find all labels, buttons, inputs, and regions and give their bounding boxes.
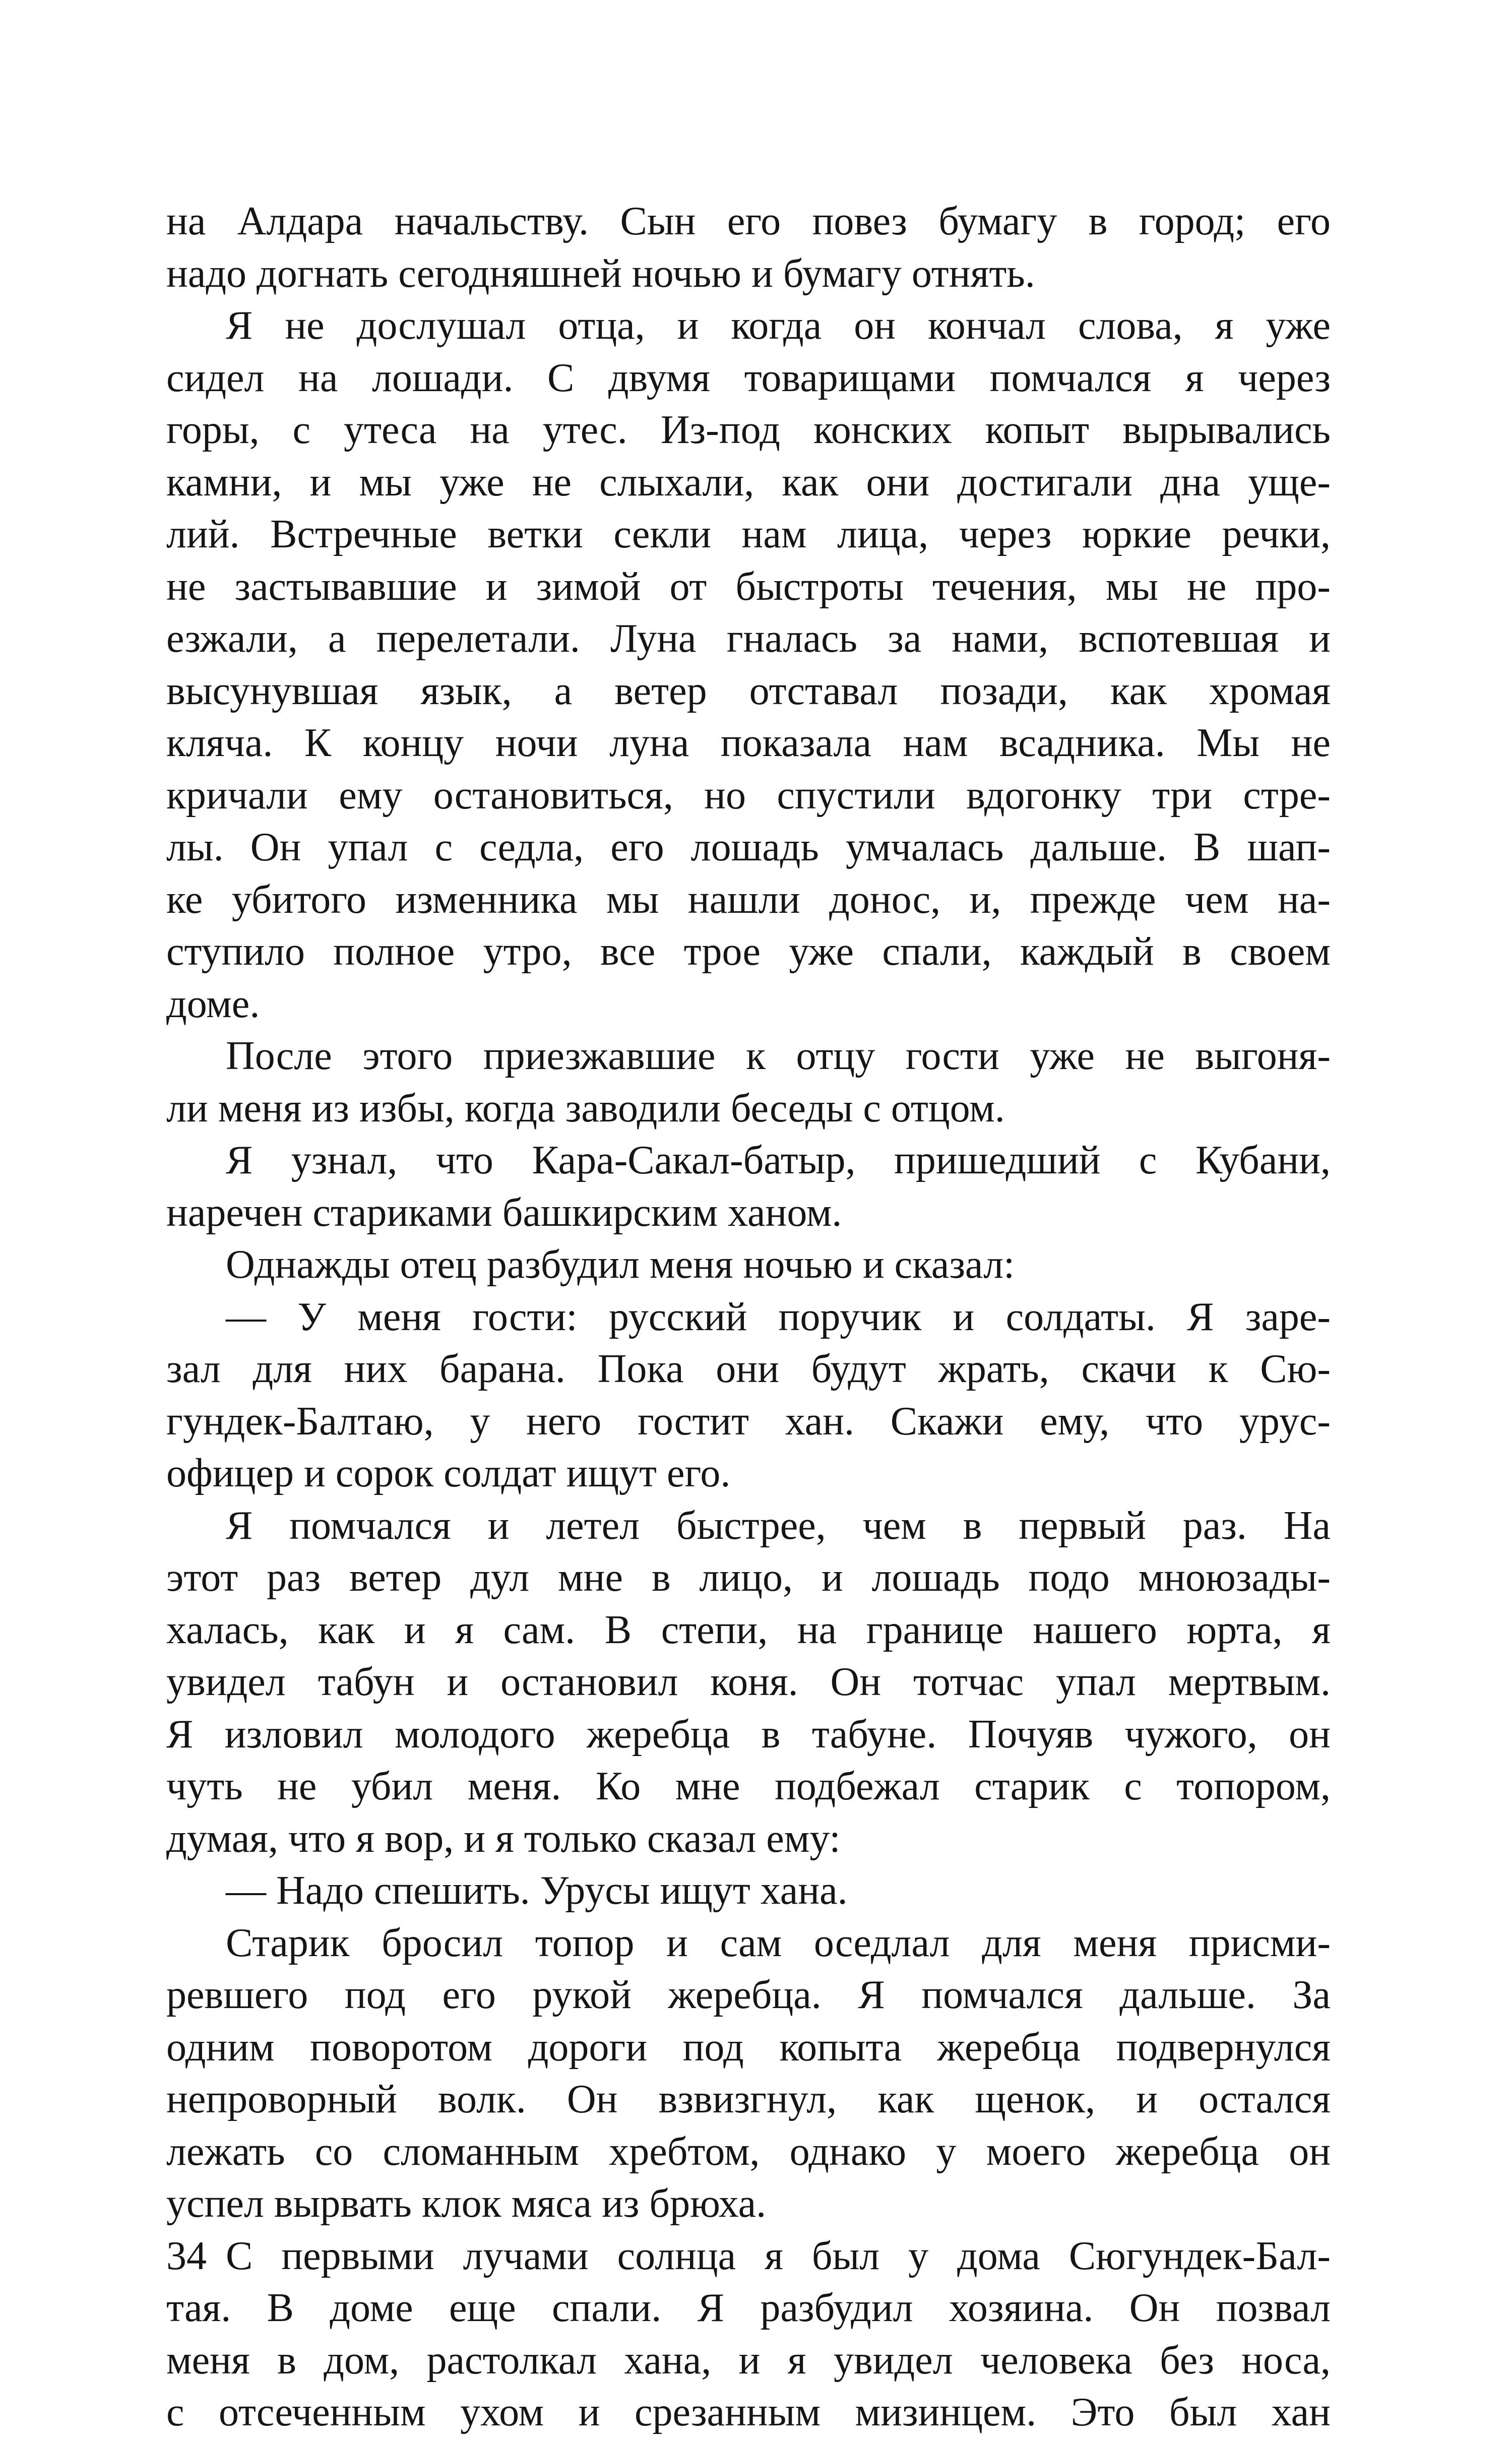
text-line: зал для них барана. Пока они будут жрать, скачи к Сю- <box>166 1347 1331 1391</box>
text-line: меня в дом, растолкал хана, и я увидел человека без носа, <box>166 2338 1331 2383</box>
text-line: увидел табун и остановил коня. Он тотчас упал мертвым. <box>166 1660 1331 1704</box>
text-line: не застывавшие и зимой от быстроты течения, мы не про- <box>166 564 1331 609</box>
text-line: После этого приезжавшие к отцу гости уже не выгоня- <box>226 1034 1331 1078</box>
text-line: офицер и сорок солдат ищут его. <box>166 1451 731 1495</box>
text-line: горы, с утеса на утес. Из-под конских копыт вырывались <box>166 408 1331 452</box>
text-line: чуть не убил меня. Ко мне подбежал старик с топором, <box>166 1764 1331 1808</box>
page-number: 34 <box>166 2234 207 2278</box>
text-line: — У меня гости: русский поручик и солдаты. Я заре- <box>226 1294 1331 1339</box>
text-line: думая, что я вор, и я только сказал ему: <box>166 1816 841 1861</box>
text-line: непроворный волк. Он взвизгнул, как щенок, и остался <box>166 2077 1331 2121</box>
text-line: езжали, а перелетали. Луна гналась за нами, вспотевшая и <box>166 616 1331 661</box>
text-line: кляча. К концу ночи луна показала нам всадника. Мы не <box>166 721 1331 765</box>
text-line: лий. Встречные ветки секли нам лица, через юркие речки, <box>166 512 1331 556</box>
text-line: доме. <box>166 981 260 1026</box>
text-line: этот раз ветер дул мне в лицо, и лошадь подо мноюзады- <box>166 1555 1331 1600</box>
text-line: — Надо спешить. Урусы ищут хана. <box>226 1868 848 1913</box>
text-line: камни, и мы уже не слыхали, как они достигали дна уще- <box>166 460 1331 505</box>
text-line: наречен стариками башкирским ханом. <box>166 1190 842 1235</box>
text-line: Я не дослушал отца, и когда он кончал слова, я уже <box>226 303 1331 348</box>
text-line: С первыми лучами солнца я был у дома Сюгундек-Бал- <box>226 2233 1331 2278</box>
text-line: успел вырвать клок мяса из брюха. <box>166 2181 767 2226</box>
text-line: ке убитого изменника мы нашли донос, и, прежде чем на- <box>166 877 1331 922</box>
text-line: на Алдара начальству. Сын его повез бумагу в город; его <box>166 199 1331 243</box>
text-line: Однажды отец разбудил меня ночью и сказал: <box>226 1242 1015 1287</box>
text-line: Я помчался и летел быстрее, чем в первый раз. На <box>226 1503 1331 1548</box>
body-text <box>166 196 1331 2439</box>
text-line: лы. Он упал с седла, его лошадь умчалась дальше. В шап- <box>166 825 1331 869</box>
text-line: тая. В доме еще спали. Я разбудил хозяина. Он позвал <box>166 2286 1331 2330</box>
text-line: надо догнать сегодняшней ночью и бумагу отнять. <box>166 251 1035 296</box>
text-line: ревшего под его рукой жеребца. Я помчался дальше. За <box>166 1973 1331 2017</box>
text-line: лежать со сломанным хребтом, однако у моего жеребца он <box>166 2129 1331 2174</box>
text-line: халась, как и я сам. В степи, на границе нашего юрта, я <box>166 1607 1331 1652</box>
text-line: кричали ему остановиться, но спустили вдогонку три стре- <box>166 773 1331 818</box>
text-line: гундек-Балтаю, у него гостит хан. Скажи ему, что урус- <box>166 1399 1331 1444</box>
text-line: ступило полное утро, все трое уже спали, каждый в своем <box>166 929 1331 974</box>
text-line: Я узнал, что Кара-Сакал-батыр, пришедший с Кубани, <box>226 1138 1331 1182</box>
text-line: с отсеченным ухом и срезанным мизинцем. Это был хан <box>166 2390 1331 2434</box>
text-line: ли меня из избы, когда заводили беседы с отцом. <box>166 1086 1005 1131</box>
text-line: высунувшая язык, а ветер отставал позади, как хромая <box>166 668 1331 713</box>
text-line: одним поворотом дороги под копыта жеребца подвернулся <box>166 2025 1331 2070</box>
text-line: сидел на лошади. С двумя товарищами помчался я через <box>166 355 1331 400</box>
text-line: Я изловил молодого жеребца в табуне. Почуяв чужого, он <box>166 1712 1331 1757</box>
text-line: Старик бросил топор и сам оседлал для меня присми- <box>226 1920 1331 1965</box>
